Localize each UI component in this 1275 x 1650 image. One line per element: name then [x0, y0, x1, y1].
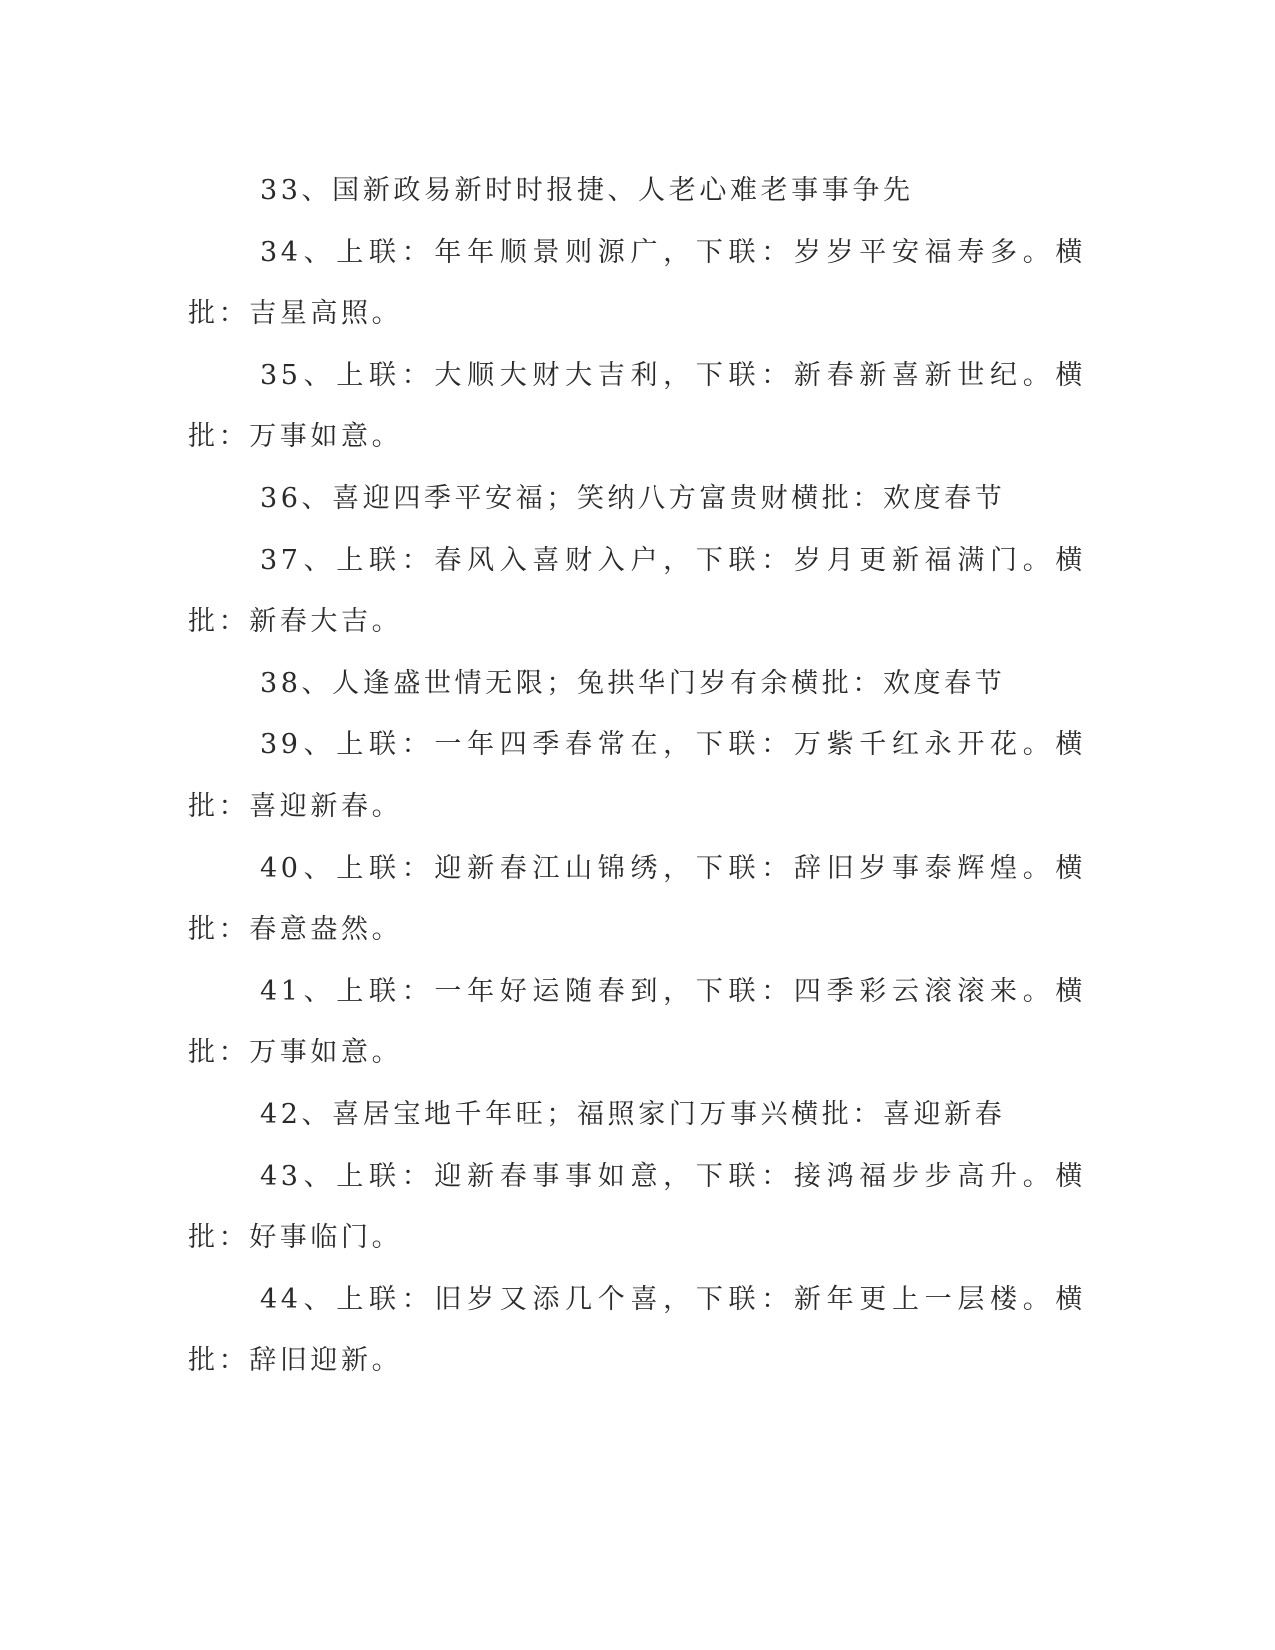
paragraph-38: 38、人逢盛世情无限；兔拱华门岁有余横批：欢度春节 — [260, 667, 1006, 699]
paragraph-33: 33、国新政易新时时报捷、人老心难老事事争先 — [260, 175, 914, 206]
paragraph-41: 41、上联：一年好运随春到，下联：四季彩云滚滚来。横批：万事如意。 — [188, 975, 1086, 1069]
paragraph-43: 43、上联：迎新春事事如意，下联：接鸿福步步高升。横批：好事临门。 — [188, 1160, 1086, 1254]
paragraph-37: 37、上联：春风入喜财入户，下联：岁月更新福满门。横批：新春大吉。 — [188, 544, 1086, 638]
paragraph-40: 40、上联：迎新春江山锦绣，下联：辞旧岁事泰辉煌。横批：春意盎然。 — [188, 852, 1086, 946]
paragraph-36: 36、喜迎四季平安福；笑纳八方富贵财横批：欢度春节 — [260, 482, 1006, 514]
document-body — [188, 160, 1086, 1392]
paragraph-35: 35、上联：大顺大财大吉利，下联：新春新喜新世纪。横批：万事如意。 — [188, 359, 1086, 453]
paragraph-39: 39、上联：一年四季春常在，下联：万紫千红永开花。横批：喜迎新春。 — [188, 729, 1086, 822]
paragraph-42: 42、喜居宝地千年旺；福照家门万事兴横批：喜迎新春 — [260, 1098, 1006, 1130]
paragraph-34: 34、上联：年年顺景则源广，下联：岁岁平安福寿多。横批：吉星高照。 — [188, 236, 1086, 330]
paragraph-44: 44、上联：旧岁又添几个喜，下联：新年更上一层楼。横批：辞旧迎新。 — [188, 1283, 1086, 1377]
